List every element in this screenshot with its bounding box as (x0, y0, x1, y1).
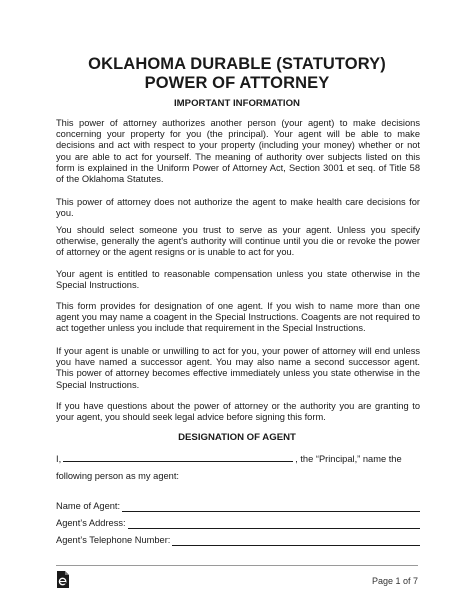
agent-address-blank[interactable] (128, 518, 420, 529)
document-title-line-1: OKLAHOMA DURABLE (STATUTORY) (88, 55, 386, 73)
principal-name-row (56, 452, 420, 465)
principal-suffix: , the “Principal,” name the (295, 454, 402, 464)
agent-name-row (56, 500, 420, 512)
agent-name-blank[interactable] (122, 501, 420, 512)
agent-telephone-blank[interactable] (172, 535, 420, 546)
important-information-heading: IMPORTANT INFORMATION (174, 98, 300, 109)
footer-divider (56, 565, 418, 566)
document-title-line-2: POWER OF ATTORNEY (144, 74, 330, 92)
paragraph-coagent: This form provides for designation of one agent. If you wish to name more than one agent you may name a coagent in the Special Instructions. Coagents are not required to act together unless you include that requirement in the Special Instructions. (56, 301, 420, 334)
paragraph-legal-advice: If you have questions about the power of attorney or the authority you are granting to your agent, you should seek legal advice before signing this form. (56, 401, 420, 423)
paragraph-health-care: This power of attorney does not authorize the agent to make health care decisions for you. (56, 197, 420, 219)
principal-prefix: I, (56, 454, 62, 464)
principal-name-blank[interactable] (63, 452, 293, 462)
eforms-logo-icon (56, 571, 69, 588)
designation-of-agent-heading: DESIGNATION OF AGENT (178, 432, 296, 443)
paragraph-select-agent: You should select someone you trust to serve as your agent. Unless you specify otherwise, generally the agent's authority will continue until you die or revoke the power of attorney or the agent resigns or is unable to act for you. (56, 225, 420, 258)
page-number: Page 1 of 7 (371, 576, 418, 586)
principal-line-2: following person as my agent: (56, 471, 179, 481)
agent-telephone-row (56, 534, 420, 546)
agent-name-label: Name of Agent: (56, 501, 121, 511)
paragraph-authorization: This power of attorney authorizes another person (your agent) to make decisions concerning your property for you (the principal). Your agent will be able to make decisions and act with respect to your property (including your money) whether or not you are able to act for yourself. The meaning of authority over subjects listed on this form is explained in the Uniform Power of Attorney Act, Section 3001 et seq. of Title 58 of the Oklahoma Statutes. (56, 118, 420, 185)
agent-address-row (56, 517, 420, 529)
paragraph-successor-agent: If your agent is unable or unwilling to act for you, your power of attorney will end unless you have named a successor agent. You may also name a second successor agent. This power of attorney becomes effective immediately unless you state otherwise in the Special Instructions. (56, 346, 420, 390)
agent-telephone-label: Agent’s Telephone Number: (56, 535, 171, 545)
agent-address-label: Agent’s Address: (56, 518, 126, 528)
paragraph-compensation: Your agent is entitled to reasonable compensation unless you state otherwise in the Special Instructions. (56, 269, 420, 291)
